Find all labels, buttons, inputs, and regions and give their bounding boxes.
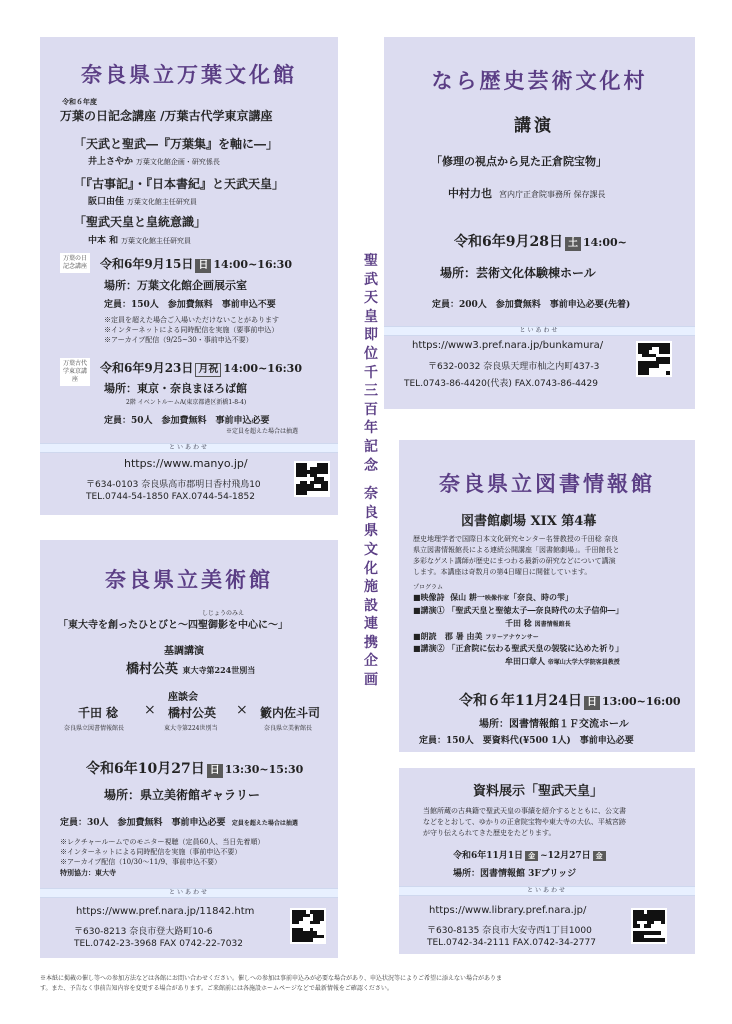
library-exhibit-title: 資料展示「聖武天皇」: [473, 784, 604, 799]
bunkamura-date-line: [454, 231, 627, 251]
bunkamura-lecture: 「修理の視点から見た正倉院宝物」: [431, 155, 607, 168]
museum-note1: ※レクチャールームでのモニター視聴（定員60人、当日先着順）: [60, 838, 265, 846]
library-p4-speaker: 牟田口章人: [505, 656, 545, 666]
library-p1-label: ■映像詩: [413, 592, 445, 602]
museum-date-line: [86, 758, 303, 778]
library-contact-bar: といあわせ: [399, 886, 695, 896]
museum-note2: ※インターネットによる同時配信を実施（事前申込不要）: [60, 848, 242, 856]
library-event: 図書館劇場 XIX 第4幕: [461, 514, 597, 529]
library-address: 〒630-8135 奈良市大安寺西1丁目1000: [427, 926, 592, 936]
bunkamura-place: 場所：芸術文化体験棟ホール: [440, 266, 596, 280]
library-intro2: 県立図書情報館長による連続公開講座「図書館劇場」。千田館長と: [413, 546, 620, 554]
manyo-title: 奈良県立万葉文化館: [81, 62, 297, 87]
museum-dow: 日: [207, 764, 223, 778]
vertical-title-char: 千: [364, 364, 378, 381]
museum-contact-bar: といあわせ: [40, 888, 338, 898]
manyo-url[interactable]: https://www.manyo.jp/: [124, 457, 248, 470]
manyo-ev2-tag: 万葉古代学東京講座: [60, 358, 90, 386]
manyo-lec2-role: 万葉文化館主任研究員: [126, 198, 197, 206]
museum-cap-note: 定員を超えた場合は抽選: [231, 820, 298, 827]
manyo-lec3-speaker-line: [88, 233, 191, 246]
library-exhibit-sep: ~12月27日: [540, 851, 591, 861]
bunkamura-role: 宮内庁正倉院事務所 保存課長: [499, 190, 606, 199]
manyo-tel: TEL.0744-54-1850 FAX.0744-54-1852: [86, 492, 255, 502]
vertical-title-char: 県: [364, 523, 378, 540]
manyo-ev1-note2: ※インターネットによる同時配信を実施（要事前申込）: [104, 326, 279, 334]
library-p3-text: 郡 暑 由美: [444, 631, 483, 641]
vertical-title-char: 奈: [364, 486, 378, 503]
library-cap: 定員：150人 要資料代(¥500 1人) 事前申込必要: [419, 736, 634, 746]
manyo-panel: [40, 37, 338, 515]
vertical-title-char: 年: [364, 420, 378, 437]
library-p2-label: ■講演①: [413, 605, 445, 615]
vertical-title-char: 施: [364, 579, 378, 596]
library-exhibit-panel: [399, 768, 695, 954]
manyo-ev2-date-line: [100, 359, 302, 377]
museum-panel2: 橋村公英: [168, 706, 217, 720]
library-exhibit-dow2: 金: [593, 851, 606, 861]
library-p4-speaker-line: [505, 656, 620, 667]
library-p2-role: 図書情報館長: [534, 621, 571, 628]
museum-panel3: 籔内佐斗司: [260, 706, 321, 720]
library-date: 令和６年11月24日: [459, 693, 582, 709]
bunkamura-cap: 定員：200人 参加費無料 事前申込必要(先着): [432, 300, 631, 310]
manyo-contact-bar: といあわせ: [40, 443, 338, 453]
museum-lecture-ruby-base: 御影: [208, 620, 228, 631]
library-exhibit-date1: 令和6年11月1日: [453, 851, 524, 861]
manyo-ev1-date-line: [100, 255, 292, 273]
vertical-title-char: 文: [364, 541, 378, 558]
manyo-ev1-dow: 日: [195, 259, 211, 273]
museum-place: 場所：県立美術館ギャラリー: [104, 788, 261, 802]
library-intro1: 歴史地理学者で国際日本文化研究センター名誉教授の千田稔 奈良: [413, 535, 618, 543]
library-p1-role: 映像作家: [484, 595, 509, 602]
library-exhibit-text2: などをとおして、ゆかりの正倉院宝物や東大寺の大仏、平城宮跡: [423, 818, 626, 826]
library-exhibit-dow1: 金: [525, 851, 538, 861]
vertical-title-char: 聖: [364, 253, 378, 269]
library-p1: [413, 592, 573, 603]
manyo-lec2-speaker: 阪口由佳: [88, 197, 125, 207]
vertical-title-char: 連: [364, 616, 378, 633]
footer-line-2: す。また、予告なく事前告知内容を変更する場合があります。ご来館前には各施設ホームページなどで最新情報をご確認ください。: [40, 985, 393, 992]
library-intro4: します。本講座は奇数月の第4日曜日に開催しています。: [413, 568, 592, 576]
museum-lecture-ruby: しじょうのみえ: [202, 610, 245, 617]
manyo-lec3-role: 万葉文化館主任研究員: [121, 237, 192, 245]
bunkamura-dow: 土: [565, 237, 581, 251]
museum-panel1: 千田 稔: [78, 706, 119, 720]
vertical-title-char: 武: [364, 271, 378, 288]
library-panel: [399, 440, 695, 752]
manyo-series: 万葉の日記念講座 /万葉古代学東京講座: [60, 109, 273, 123]
museum-panel2-role: 東大寺第224世別当: [164, 725, 218, 732]
library-tel: TEL.0742-34-2111 FAX.0742-34-2777: [427, 938, 596, 948]
museum-special: 特別協力：東大寺: [60, 868, 116, 877]
bunkamura-type: 講演: [514, 116, 554, 136]
library-p1-work: 「奈良、時の雫」: [508, 592, 573, 602]
manyo-ev1-place: 場所：万葉文化館企画展示室: [104, 279, 247, 292]
library-p1-text: 保山 耕一: [450, 592, 485, 602]
vertical-title-char: 携: [364, 634, 378, 651]
library-p2-speaker: 千田 稔: [505, 618, 532, 628]
museum-keynote-label: 基調講演: [164, 646, 204, 657]
manyo-ev1-tag: 万葉の日記念講座: [60, 253, 90, 273]
manyo-ev1-note3: ※アーカイブ配信（9/25~30・事前申込不要）: [104, 336, 253, 344]
footer-notice: [40, 974, 700, 994]
bunkamura-title: なら歴史芸術文化村: [431, 68, 648, 93]
manyo-ev1-cap: 定員：150人 参加費無料 事前申込不要: [104, 300, 276, 310]
vertical-title-char: [360, 475, 382, 485]
museum-date: 令和6年10月27日: [86, 761, 205, 777]
library-exhibit-text1: 当館所蔵の古典籍で聖武天皇の事績を紹介するとともに、公文書: [423, 807, 626, 815]
library-intro3: 多彩なゲスト講師が歴史にまつわる最新の研究などについて講演: [413, 557, 616, 565]
vertical-title-char: 化: [364, 560, 378, 577]
museum-tel: TEL.0742-23-3968 FAX 0742-22-7032: [74, 939, 243, 949]
manyo-ev2-place: 場所：東京・奈良まほろば館: [104, 382, 247, 395]
museum-keynote-speaker: 橋村公英: [126, 662, 179, 677]
museum-title: 奈良県立美術館: [105, 567, 273, 592]
manyo-lec1-role: 万葉文化館企画・研究係長: [135, 158, 220, 166]
manyo-ev2-cap: 定員：50人 参加費無料 事前申込必要: [104, 416, 270, 426]
vertical-title-char: 念: [364, 457, 378, 474]
library-exhibit-text3: が守り伝えられてきた歴史をたどります。: [423, 829, 556, 837]
bunkamura-speaker-line: [448, 185, 606, 201]
footer-line-1: ※本紙に掲載の催し等への参加方法などは各館にお問い合わせください。催しへの参加は事前申込みが必要な場合があり、申込状況等によりご希望に添えない場合がありま: [40, 975, 503, 982]
library-p4-role: 帝塚山大学大学院客員教授: [547, 659, 620, 666]
bunkamura-address: 〒632-0032 奈良県天理市杣之内町437-3: [428, 362, 600, 372]
vertical-title-char: 設: [364, 597, 378, 614]
library-p4-text: 「正倉院に伝わる聖武天皇の袈裟に込めた祈り」: [447, 643, 624, 653]
library-dow: 日: [584, 696, 600, 710]
vertical-title-char: 即: [364, 327, 378, 344]
manyo-qr-code[interactable]: [294, 461, 330, 497]
vertical-title-char: 皇: [364, 308, 378, 325]
museum-times-1: ×: [144, 702, 156, 718]
bunkamura-speaker: 中村力也: [448, 187, 492, 200]
library-p3-role: フリーアナウンサー: [485, 634, 539, 641]
library-qr-code[interactable]: [631, 908, 667, 944]
museum-keynote-line: [126, 658, 255, 677]
library-p4: [413, 643, 623, 654]
museum-lecture: [58, 610, 288, 631]
manyo-year-label: 令和６年度: [62, 97, 97, 106]
library-exhibit-place: 場所：図書情報館 3Fブリッジ: [453, 869, 577, 879]
museum-panel1-role: 奈良県立図書情報館長: [64, 725, 125, 732]
museum-times-2: ×: [236, 702, 248, 718]
museum-lecture-pre: 「東大寺を創ったひとびと～四聖: [58, 620, 208, 631]
vertical-title-char: 位: [364, 345, 378, 362]
vertical-title-char: 三: [364, 383, 378, 400]
manyo-address: 〒634-0103 奈良県高市郡明日香村飛鳥10: [86, 480, 261, 490]
library-program-label: プログラム: [413, 584, 443, 591]
museum-time: 13:30~15:30: [224, 763, 304, 776]
museum-keynote-role: 東大寺第224世別当: [182, 665, 256, 675]
library-p2-text: 「聖武天皇と聖徳太子―奈良時代の太子信仰―」: [447, 605, 624, 615]
library-p3-label: ■朗読: [413, 631, 437, 641]
bunkamura-url[interactable]: https://www3.pref.nara.jp/bunkamura/: [412, 340, 604, 351]
manyo-lec3-speaker: 中本 和: [88, 236, 119, 246]
vertical-title-char: 百: [364, 401, 378, 418]
manyo-ev2-place-sub: 2階 イベントルームA(東京都港区新橋1-8-4): [126, 399, 247, 406]
library-p3: [413, 631, 539, 642]
manyo-ev2-cap-note: ※定員を超えた場合は抽選: [226, 428, 299, 435]
library-exhibit-date-line: [453, 848, 608, 861]
manyo-lec3-title: 「聖武天皇と皇統意識」: [74, 215, 207, 229]
library-url[interactable]: https://www.library.pref.nara.jp/: [429, 905, 587, 916]
library-date-line: [459, 690, 681, 710]
vertical-title-char: 画: [364, 672, 378, 689]
manyo-lec1-speaker-line: [88, 154, 220, 167]
manyo-ev1-date: 令和6年9月15日: [100, 257, 194, 271]
manyo-ev2-dow: 月祝: [195, 363, 221, 377]
library-p2: [413, 605, 623, 616]
library-place: 場所：図書情報館１Ｆ交流ホール: [479, 719, 629, 730]
library-time: 13:00~16:00: [601, 695, 681, 708]
vertical-title-char: 天: [364, 290, 378, 307]
library-title: 奈良県立図書情報館: [439, 471, 655, 496]
museum-note3: ※アーカイブ配信（10/30～11/9、事前申込不要）: [60, 858, 222, 866]
museum-cap: 定員：30人 参加費無料 事前申込必要: [60, 818, 226, 828]
manyo-lec1-speaker: 井上さやか: [88, 157, 134, 167]
bunkamura-panel: [384, 37, 695, 409]
manyo-lec2-title: 「『古事記』・『日本書紀』と天武天皇」: [74, 177, 285, 191]
museum-cap-line: [60, 815, 298, 828]
bunkamura-tel: TEL.0743-86-4420(代表) FAX.0743-86-4429: [404, 379, 598, 389]
bunkamura-date: 令和6年9月28日: [454, 234, 563, 250]
museum-panel-label: 座談会: [168, 692, 198, 703]
vertical-title-char: 企: [364, 653, 378, 670]
museum-panel3-role: 奈良県立美術館長: [264, 725, 313, 732]
museum-address: 〒630-8213 奈良市登大路町10-6: [74, 927, 213, 937]
manyo-ev2-time: 14:00~16:30: [223, 362, 302, 375]
bunkamura-contact-bar: といあわせ: [384, 326, 695, 336]
vertical-title: [360, 252, 382, 690]
library-p2-speaker-line: [505, 618, 571, 629]
bunkamura-qr-code[interactable]: [636, 341, 672, 377]
manyo-lec2-speaker-line: [88, 194, 197, 207]
museum-panel: [40, 540, 338, 958]
manyo-lec1-title: 「天武と聖武―『万葉集』を軸に―」: [74, 137, 279, 151]
museum-lecture-post: を中心に～」: [228, 620, 288, 631]
manyo-ev1-time: 14:00~16:30: [213, 258, 292, 271]
museum-qr-code[interactable]: [290, 908, 326, 944]
manyo-ev2-date: 令和6年9月23日: [100, 361, 194, 375]
museum-url[interactable]: https://www.pref.nara.jp/11842.htm: [76, 906, 255, 917]
vertical-title-char: 記: [364, 438, 378, 455]
vertical-title-char: 良: [364, 504, 378, 521]
manyo-ev1-note1: ※定員を超えた場合ご入場いただけないことがあります: [104, 316, 279, 324]
bunkamura-time: 14:00~: [582, 236, 627, 249]
library-p4-label: ■講演②: [413, 643, 445, 653]
